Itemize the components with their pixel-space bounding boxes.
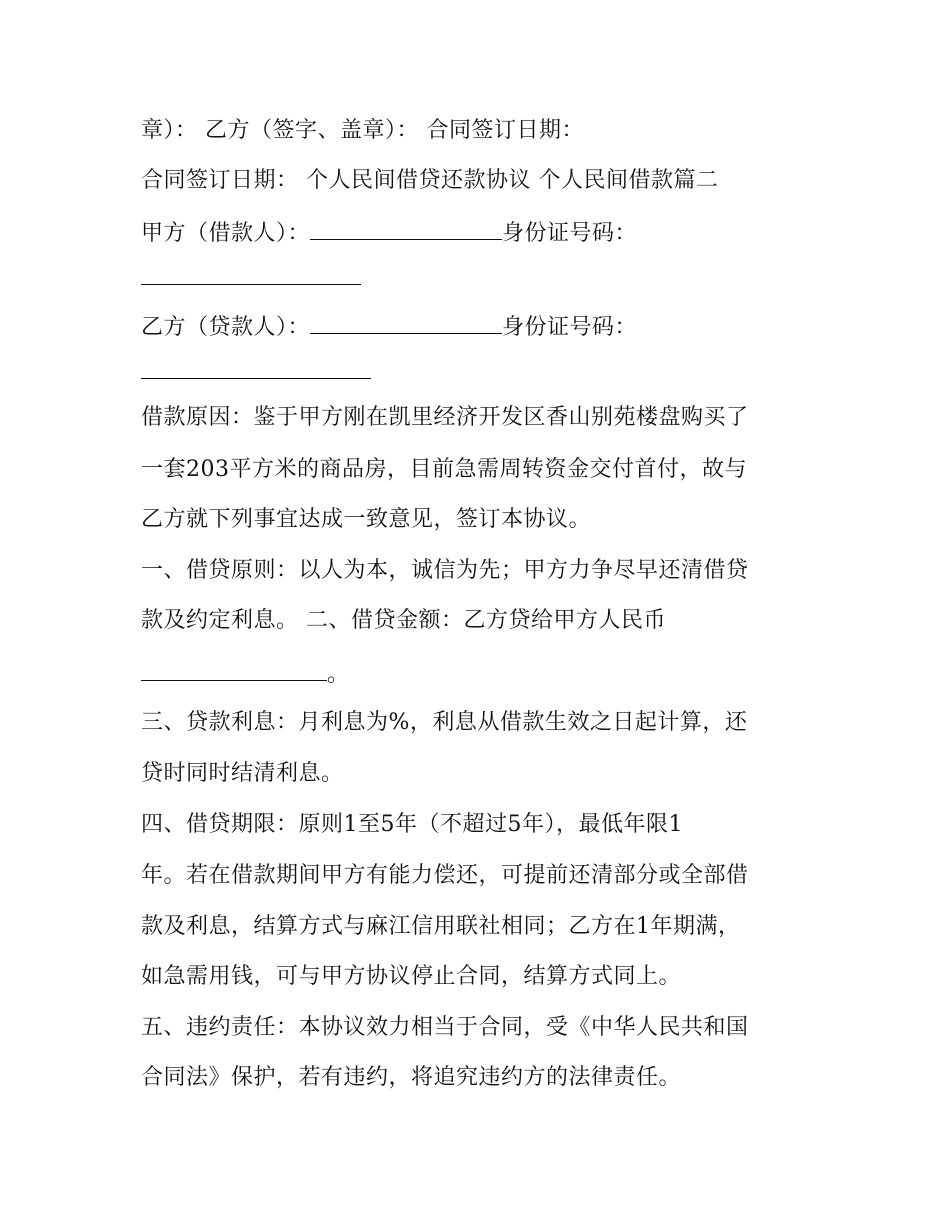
lender-name-blank <box>310 311 502 334</box>
text-line-18: 如急需用钱，可与甲方协议停止合同，结算方式同上。 <box>141 964 682 989</box>
text-line-17: 款及利息，结算方式与麻江信用联社相同；乙方在1年期满， <box>141 914 741 939</box>
borrower-id-blank-line <box>141 262 361 294</box>
amount-period: 。 <box>327 662 350 687</box>
text-line-13: 三、贷款利息：月利息为%，利息从借款生效之日起计算，还 <box>141 710 748 735</box>
borrower-id-blank <box>141 262 361 285</box>
borrower-line <box>141 217 637 249</box>
text-line-20: 合同法》保护，若有违约，将追究违约方的法律责任。 <box>141 1065 682 1090</box>
text-line-11: 款及约定利息。 二、借贷金额：乙方贷给甲方人民币 <box>141 608 666 633</box>
text-line-1: 章）： 乙方（签字、盖章）： 合同签订日期： <box>141 118 584 143</box>
amount-blank <box>141 658 327 681</box>
text-line-9: 乙方就下列事宜达成一致意见，签订本协议。 <box>141 507 592 532</box>
text-line-8: 一套203平方米的商品房，目前急需周转资金交付首付，故与 <box>141 457 747 482</box>
lender-line <box>141 311 637 343</box>
borrower-label: 甲方（借款人）： <box>141 221 311 246</box>
lender-id-blank <box>141 356 371 379</box>
lender-id-blank-line <box>141 356 371 388</box>
lender-label: 乙方（贷款人）： <box>141 315 311 340</box>
text-line-14: 贷时同时结清利息。 <box>141 761 344 786</box>
text-line-15: 四、借贷期限：原则1至5年（不超过5年），最低年限1 <box>141 812 683 837</box>
text-line-19: 五、违约责任：本协议效力相当于合同，受《中华人民共和国 <box>141 1015 749 1040</box>
borrower-name-blank <box>310 217 502 240</box>
text-line-16: 年。若在借款期间甲方有能力偿还，可提前还清部分或全部借 <box>141 863 749 888</box>
lender-id-label: 身份证号码： <box>502 315 638 340</box>
text-line-7: 借款原因：鉴于甲方刚在凯里经济开发区香山别苑楼盘购买了 <box>141 405 749 430</box>
text-line-10: 一、借贷原则：以人为本，诚信为先；甲方力争尽早还清借贷 <box>141 558 749 583</box>
amount-blank-line <box>141 658 350 690</box>
borrower-id-label: 身份证号码： <box>502 221 638 246</box>
text-line-2: 合同签订日期： 个人民间借贷还款协议 个人民间借款篇二 <box>141 168 719 193</box>
